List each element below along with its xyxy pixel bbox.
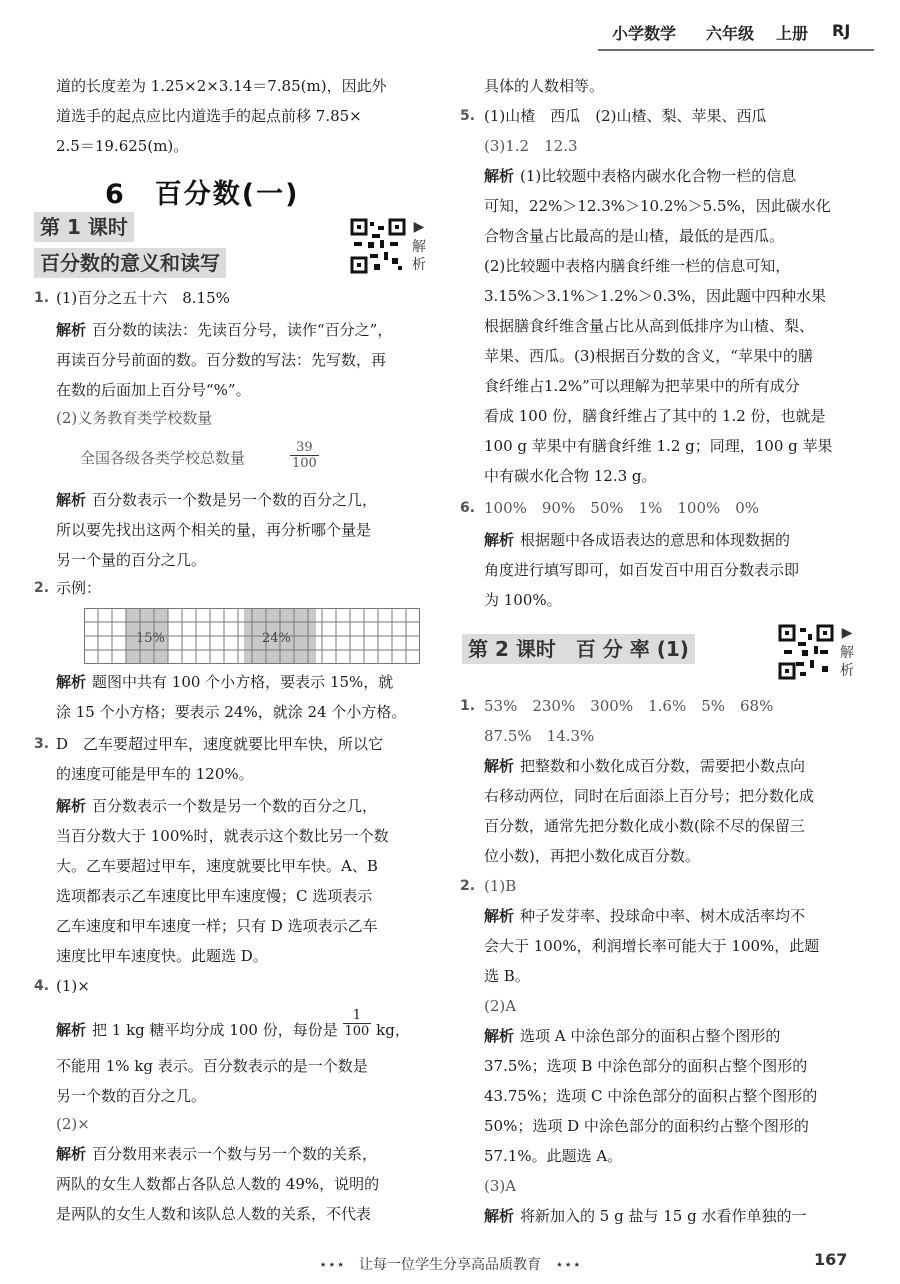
- answer-line: (2)×: [56, 1115, 90, 1133]
- question-number: 2.: [34, 580, 50, 596]
- analysis-tag: 解析: [56, 1021, 87, 1039]
- analysis-text: 是两队的女生人数和该队总人数的关系，不代表: [56, 1205, 372, 1223]
- qr-label: 解析: [412, 239, 426, 273]
- analysis-text: 百分数，通常先把分数化成小数(除不尽的保留三: [484, 817, 805, 835]
- analysis-text: 根据题中各成语表达的意思和体现数据的: [520, 531, 791, 549]
- analysis-text: 会大于 100%，利润增长率可能大于 100%，此题: [484, 937, 820, 955]
- header-subject: 小学数学: [612, 24, 677, 43]
- answer-line: 87.5% 14.3%: [484, 727, 595, 745]
- analysis-tag: 解析: [484, 531, 515, 549]
- fraction-numerator: 1: [343, 1008, 372, 1024]
- analysis-text: (1)比较题中表格内碳水化合物一栏的信息: [520, 167, 797, 185]
- answer-line: 53% 230% 300% 1.6% 5% 68%: [484, 697, 774, 715]
- analysis-text: 选项都表示乙车速度比甲车速度慢；C 选项表示: [56, 887, 373, 905]
- analysis-text: 在数的后面加上百分号“%”。: [56, 381, 251, 399]
- analysis-text: 另一个数的百分之几。: [56, 1087, 207, 1105]
- analysis-tag: 解析: [56, 321, 87, 339]
- analysis-text: 角度进行填写即可，如百发百中用百分数表示即: [484, 561, 800, 579]
- analysis-text: 选 B。: [484, 967, 530, 985]
- text-line: 具体的人数相等。: [484, 77, 605, 95]
- analysis-text: 苹果、西瓜。(3)根据百分数的含义，“苹果中的膳: [484, 347, 813, 365]
- grid-figure: [84, 608, 420, 664]
- fraction-label: 全国各级各类学校总数量: [80, 449, 246, 467]
- analysis-text: 100 g 苹果中有膳食纤维 1.2 g；同理，100 g 苹果: [484, 437, 833, 455]
- header-edition: RJ: [832, 21, 851, 40]
- qr-code-icon[interactable]: [778, 624, 834, 680]
- question-number: 1.: [34, 290, 50, 306]
- lesson1-title: 第 1 课时: [34, 212, 134, 242]
- answer-line: (3)A: [484, 1177, 517, 1195]
- analysis-text: 看成 100 份，膳食纤维占了其中的 1.2 份，也就是: [484, 407, 826, 425]
- analysis-tag: 解析: [56, 673, 87, 691]
- analysis-text: 涂 15 个小方格；要表示 24%，就涂 24 个小方格。: [56, 703, 407, 721]
- answer-line: (1)×: [56, 977, 90, 995]
- analysis-text: 3.15%＞3.1%＞1.2%＞0.3%，因此题中四种水果: [484, 287, 826, 305]
- answer-line: (2)A: [484, 997, 517, 1015]
- answer-line: (3)1.2 12.3: [484, 137, 578, 155]
- answer-line: 100% 90% 50% 1% 100% 0%: [484, 499, 760, 517]
- analysis-text: 将新加入的 5 g 盐与 15 g 水看作单独的一: [520, 1207, 807, 1225]
- analysis-text: 合物含量占比最高的是山楂，最低的是西瓜。: [484, 227, 785, 245]
- question-number: 2.: [460, 878, 476, 894]
- analysis-tag: 解析: [56, 491, 87, 509]
- grid-label-15: 15%: [136, 631, 165, 646]
- analysis-text: 食纤维占1.2%”可以理解为把苹果中的所有成分: [484, 377, 800, 395]
- header-grade: 六年级: [706, 24, 755, 43]
- answer-line: D 乙车要超过甲车，速度就要比甲车快，所以它: [56, 735, 384, 753]
- analysis-text: 乙车速度和甲车速度一样；只有 D 选项表示乙车: [56, 917, 378, 935]
- analysis-text: 右移动两位，同时在后面添上百分号；把分数化成: [484, 787, 815, 805]
- analysis-text: 百分数表示一个数是另一个数的百分之几，: [92, 797, 378, 815]
- answer-line: 的速度可能是甲车的 120%。: [56, 765, 254, 783]
- qr-code-icon[interactable]: [350, 218, 406, 274]
- analysis-text: 另一个量的百分之几。: [56, 551, 207, 569]
- analysis-tag: 解析: [484, 757, 515, 775]
- text-line: 道的长度差为 1.25×2×3.14＝7.85(m)，因此外: [56, 77, 387, 95]
- chapter-title: 6 百分数(一): [105, 179, 300, 210]
- analysis-tag: 解析: [56, 1145, 87, 1163]
- analysis-tag: 解析: [484, 167, 515, 185]
- analysis-tag: 解析: [484, 907, 515, 925]
- question-number: 5.: [460, 108, 476, 124]
- page-footer: ⋆⋆⋆ 让每一位学生分享高品质教育 ⋆⋆⋆: [318, 1257, 582, 1273]
- header-rule: [598, 49, 874, 51]
- fraction: [290, 440, 319, 471]
- analysis-tag: 解析: [484, 1027, 515, 1045]
- analysis-text: (2)比较题中表格内膳食纤维一栏的信息可知，: [484, 257, 791, 275]
- analysis-text: 根据膳食纤维含量占比从高到低排序为山楂、梨、: [484, 317, 815, 335]
- analysis-text: 不能用 1% kg 表示。百分数表示的是一个数是: [56, 1057, 368, 1075]
- analysis-text: 50%；选项 D 中涂色部分的面积约占整个图形的: [484, 1117, 809, 1135]
- analysis-text: 两队的女生人数都占各队总人数的 49%，说明的: [56, 1175, 380, 1193]
- lesson2-title: 第 2 课时 百 分 率 (1): [462, 634, 695, 664]
- fraction-denominator: 100: [344, 1023, 370, 1039]
- answer-line: (1)B: [484, 877, 517, 895]
- answer-line: (1)山楂 西瓜 (2)山楂、梨、苹果、西瓜: [484, 107, 767, 125]
- analysis-text: 百分数用来表示一个数与另一个数的关系，: [92, 1145, 378, 1163]
- question-number: 6.: [460, 500, 476, 516]
- answer-line: (1)百分之五十六 8.15%: [56, 289, 230, 307]
- text-line: 2.5＝19.625(m)。: [56, 137, 189, 155]
- page-number: 167: [814, 1250, 848, 1269]
- analysis-text: 当百分数大于 100%时，就表示这个数比另一个数: [56, 827, 389, 845]
- analysis-text: 57.1%。此题选 A。: [484, 1147, 623, 1165]
- analysis-text: 大。乙车要超过甲车，速度就要比甲车快。A、B: [56, 857, 378, 875]
- analysis-text: 百分数的读法：先读百分号，读作“百分之”，: [92, 321, 393, 339]
- grid-label-24: 24%: [262, 631, 291, 646]
- question-number: 1.: [460, 698, 476, 714]
- answer-line: 示例：: [56, 579, 102, 597]
- lesson1-subtitle: 百分数的意义和读写: [34, 248, 226, 278]
- analysis-text: 再读百分号前面的数。百分数的写法：先写数，再: [56, 351, 387, 369]
- analysis-text: 位小数)，再把小数化成百分数。: [484, 847, 700, 865]
- qr-play-icon: ▶: [841, 625, 853, 641]
- header-volume: 上册: [776, 24, 809, 43]
- question-number: 3.: [34, 736, 50, 752]
- analysis-text: 43.75%；选项 C 中涂色部分的面积占整个图形的: [484, 1087, 818, 1105]
- analysis-text: 可知，22%＞12.3%＞10.2%＞5.5%，因此碳水化: [484, 197, 831, 215]
- fraction-numerator: 39: [290, 440, 319, 456]
- analysis-tag: 解析: [56, 797, 87, 815]
- answer-line: (2)义务教育类学校数量: [56, 409, 213, 427]
- analysis-text: 把整数和小数化成百分数，需要把小数点向: [520, 757, 806, 775]
- analysis-text: 为 100%。: [484, 591, 562, 609]
- analysis-text: 中有碳水化合物 12.3 g。: [484, 467, 657, 485]
- page-header: [598, 15, 874, 49]
- analysis-text: 速度比甲车速度快。此题选 D。: [56, 947, 268, 965]
- analysis-text: 37.5%；选项 B 中涂色部分的面积占整个图形的: [484, 1057, 808, 1075]
- text-line: 道选手的起点应比内道选手的起点前移 7.85×: [56, 107, 362, 125]
- qr-play-icon: ▶: [413, 219, 425, 235]
- analysis-tag: 解析: [484, 1207, 515, 1225]
- analysis-text: 选项 A 中涂色部分的面积占整个图形的: [520, 1027, 781, 1045]
- fraction-denominator: 100: [292, 456, 317, 471]
- analysis-text: kg，: [376, 1021, 410, 1039]
- analysis-text: 种子发芽率、投球命中率、树木成活率均不: [520, 907, 806, 925]
- question-number: 4.: [34, 978, 50, 994]
- qr-label: 解析: [840, 645, 854, 679]
- analysis-text: 题图中共有 100 个小方格，要表示 15%，就: [92, 673, 394, 691]
- analysis-text: 所以要先找出这两个相关的量，再分析哪个量是: [56, 521, 372, 539]
- analysis-text: 百分数表示一个数是另一个数的百分之几，: [92, 491, 378, 509]
- analysis-text: 把 1 kg 糖平均分成 100 份，每份是: [92, 1021, 338, 1039]
